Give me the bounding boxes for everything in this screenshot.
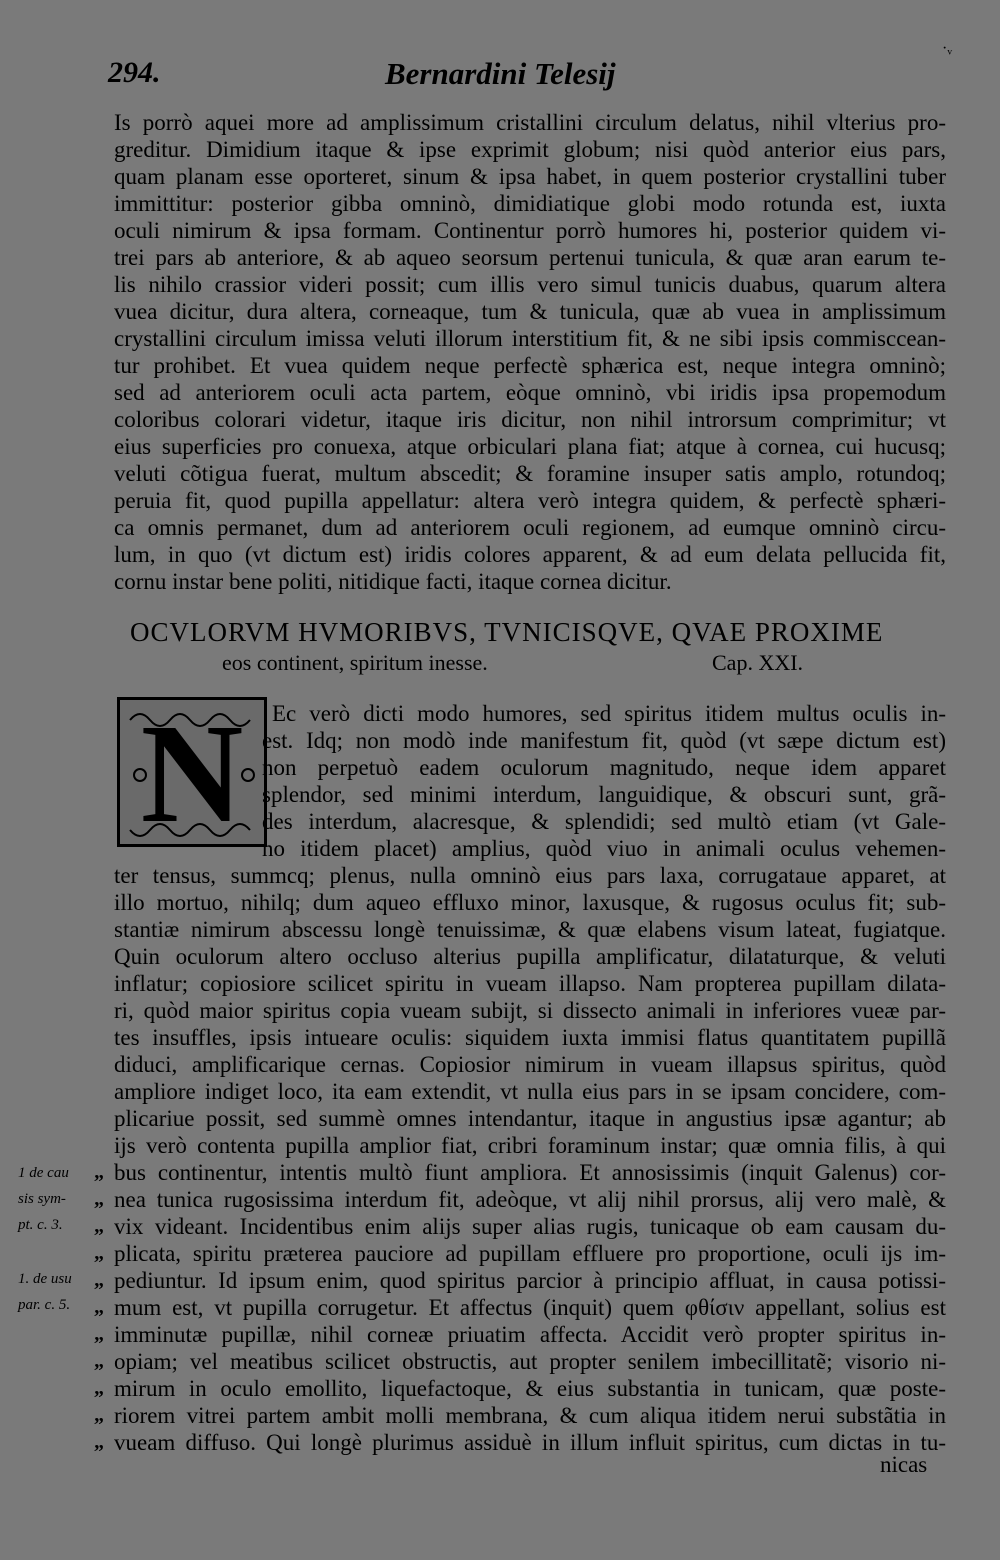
text-line: des interdum, alacresque, & splendidi; sed multò etiam (vt Gale-: [262, 809, 946, 834]
text-line: immittitur: posterior gibba omninò, dimidiatique globi modo rotunda est, iuxta: [114, 191, 946, 216]
text-line: illo mortuo, nihilq; dum aqueo effluxo minor, laxusque, & rugosus oculus fit; sub-: [114, 890, 946, 915]
text-line: tes insuffles, ipsis intueare oculis: siquidem iuxta immisi flatus quantitatem pupillã: [114, 1025, 946, 1050]
text-line: no itidem placet) amplius, quòd viuo in animali oculus vehemen-: [262, 836, 946, 861]
quote-mark: „: [94, 1161, 104, 1183]
text-line: plicariue possit, sed summè omnes intendantur, itaque in angustius ipsæ agantur; ab: [114, 1106, 946, 1131]
margin-note: 1 de cau: [18, 1165, 69, 1181]
text-line: Quin oculorum altero occluso alterius pupilla amplificatur, dilataturque, & veluti: [114, 944, 946, 969]
text-line: bus continentur, intentis multò fiunt ampliora. Et annosissimis (inquit Galenus) cor-: [114, 1160, 946, 1185]
text-line: ca omnis permanet, dum ad anteriorem oculi regionem, ad eumque omninò circu-: [114, 515, 946, 540]
quote-mark: „: [94, 1431, 104, 1453]
text-line: mirum in oculo emollito, liquefactoque, & eius substantia in tunicam, quæ poste-: [114, 1376, 946, 1401]
quote-mark: „: [94, 1404, 104, 1426]
text-line: ijs verò contenta pupilla amplior fiat, cribri foraminum instar; quæ omnia filis, à qui: [114, 1133, 946, 1158]
text-line: plicata, spiritu præterea pauciore ad pupillam effluere pro proportione, oculi ijs im-: [114, 1241, 946, 1266]
text-line: lis nihilo crassior videri possit; cum illis vero simul tunicis duabus, quarum altera: [114, 272, 946, 297]
text-line: nea tunica rugosissima interdum fit, adeòque, vt alij nihil prorsus, alij vero malè, &: [114, 1187, 946, 1212]
text-line: greditur. Dimidium itaque & ipse exprimit globum; nisi quòd anterior eius pars,: [114, 137, 946, 162]
decorated-initial: [117, 697, 267, 847]
quote-mark: „: [94, 1296, 104, 1318]
chapter-title: OCVLORVM HVMORIBVS, TVNICISQVE, QVAE PROXIME: [130, 617, 884, 647]
text-line: Is porrò aquei more ad amplissimum cristallini circulum delatus, nihil vlterius pro-: [114, 110, 946, 135]
catchword: nicas: [880, 1452, 928, 1477]
text-line: crystallini circulum imissa veluti illorum interstitium fit, & ne sibi ipsis commisccean-: [114, 326, 946, 351]
text-line: sed ad anteriorem oculi acta partem, eòque omninò, vbi iridis ipsa propemodum: [114, 380, 946, 405]
text-line: splendor, sed minimi interdum, languidique, & obscuri sunt, grã-: [262, 782, 946, 807]
page-number: 294.: [108, 56, 161, 89]
text-line: veluti cõtigua fuerat, multum abscedit; & foramine insuper satis amplo, rotundoq;: [114, 461, 946, 486]
text-line: coloribus colorari videtur, itaque iris dicitur, non nihil introrsum comprimitur; vt: [114, 407, 946, 432]
text-line: tur prohibet. Et vuea quidem neque perfectè sphærica est, neque integra omninò;: [114, 353, 946, 378]
text-line: vix videant. Incidentibus enim alijs super alias rugis, tunicaque ob eam causam du-: [114, 1214, 946, 1239]
quote-mark: „: [94, 1323, 104, 1345]
text-line: ampliore indiget loco, ita eam extendit, vt nulla eius pars in se ipsam concidere, com-: [114, 1079, 946, 1104]
quote-mark: „: [94, 1188, 104, 1210]
text-line: cornu instar bene politi, nitidique facti, itaque cornea dicitur.: [114, 569, 672, 594]
quote-mark: „: [94, 1215, 104, 1237]
initial-letter: N: [140, 697, 244, 847]
margin-note: sis sym-: [18, 1191, 66, 1207]
quote-mark: „: [94, 1269, 104, 1291]
text-line: non perpetuò eadem oculorum magnitudo, neque idem apparet: [262, 755, 946, 780]
text-line: lum, in quo (vt dictum est) iridis colores apparent, & ad eum delata pellucida fit,: [114, 542, 946, 567]
text-line: ri, quòd maior spiritus copia vueam subijt, si dissecto animali in inferiores vueæ par-: [114, 998, 946, 1023]
text-line: est. Idq; non modò inde manifestum fit, quòd (vt sæpe dictum est): [262, 728, 946, 753]
text-line: pediuntur. Id ipsum enim, quod spiritus parcior à principio affluat, in causa potissi-: [114, 1268, 946, 1293]
text-line: stantiæ nimirum abscessu longè tenuissimæ, & quæ elabens visum lateat, fugiatque.: [114, 917, 946, 942]
corner-mark: ·ᵥ: [942, 40, 953, 57]
text-line: oculi nimirum & ipsa formam. Continentur porrò humores hi, posterior quidem vi-: [114, 218, 946, 243]
text-line: eius superficies pro conuexa, atque orbiculari plana fiat; atque à cornea, cui hucusq;: [114, 434, 946, 459]
text-line: imminutæ pupillæ, nihil corneæ priuatim affecta. Accidit verò propter spiritus in-: [114, 1322, 946, 1347]
text-line: Ec verò dicti modo humores, sed spiritus itidem multus oculis in-: [272, 701, 946, 726]
quote-mark: „: [94, 1350, 104, 1372]
text-line: inflatur; copiosiore scilicet spiritu in vueam illapso. Nam propterea pupillam dilata-: [114, 971, 946, 996]
text-line: quam planam esse oporteret, sinum & ipsa habet, in quem posterior crystallini tuber: [114, 164, 946, 189]
text-line: trei pars ab anteriore, & ab aqueo seorsum pertenui tunicula, & quæ aran earum te-: [114, 245, 946, 270]
margin-note: pt. c. 3.: [18, 1217, 63, 1233]
chapter-subtitle: eos continent, spiritum inesse.: [222, 650, 488, 675]
text-line: vuea dicitur, dura altera, corneaque, tum & tunicula, quæ ab vuea in amplissimum: [114, 299, 946, 324]
text-line: diduci, amplificarique cernas. Copiosior nimirum in vueam illapsus spiritus, quòd: [114, 1052, 946, 1077]
running-head: Bernardini Telesij: [385, 56, 616, 91]
text-line: opiam; vel meatibus scilicet obstructis, aut propter senilem imbecillitatẽ; visorio ni-: [114, 1349, 946, 1374]
text-line: riorem vitrei partem ambit molli membrana, & cum aliqua itidem nerui substãtia in: [114, 1403, 946, 1428]
margin-note: par. c. 5.: [18, 1297, 71, 1313]
text-line: mum est, vt pupilla corrugetur. Et affectus (inquit) quem φθίσιν appellant, solius est: [114, 1295, 946, 1320]
text-line: peruia fit, quod pupilla appellatur: altera verò integra quidem, & perfectè sphæri-: [114, 488, 946, 513]
chapter-number: Cap. XXI.: [712, 650, 804, 675]
text-line: ter tensus, summcq; plenus, nulla omninò eius pars laxa, corrugataue apparet, at: [114, 863, 946, 888]
quote-mark: „: [94, 1242, 104, 1264]
text-line: vueam diffuso. Qui longè plurimus assiduè in illum influit spiritus, cum dictas in tu-: [114, 1430, 946, 1455]
quote-mark: „: [94, 1377, 104, 1399]
margin-note: 1. de usu: [18, 1271, 72, 1287]
